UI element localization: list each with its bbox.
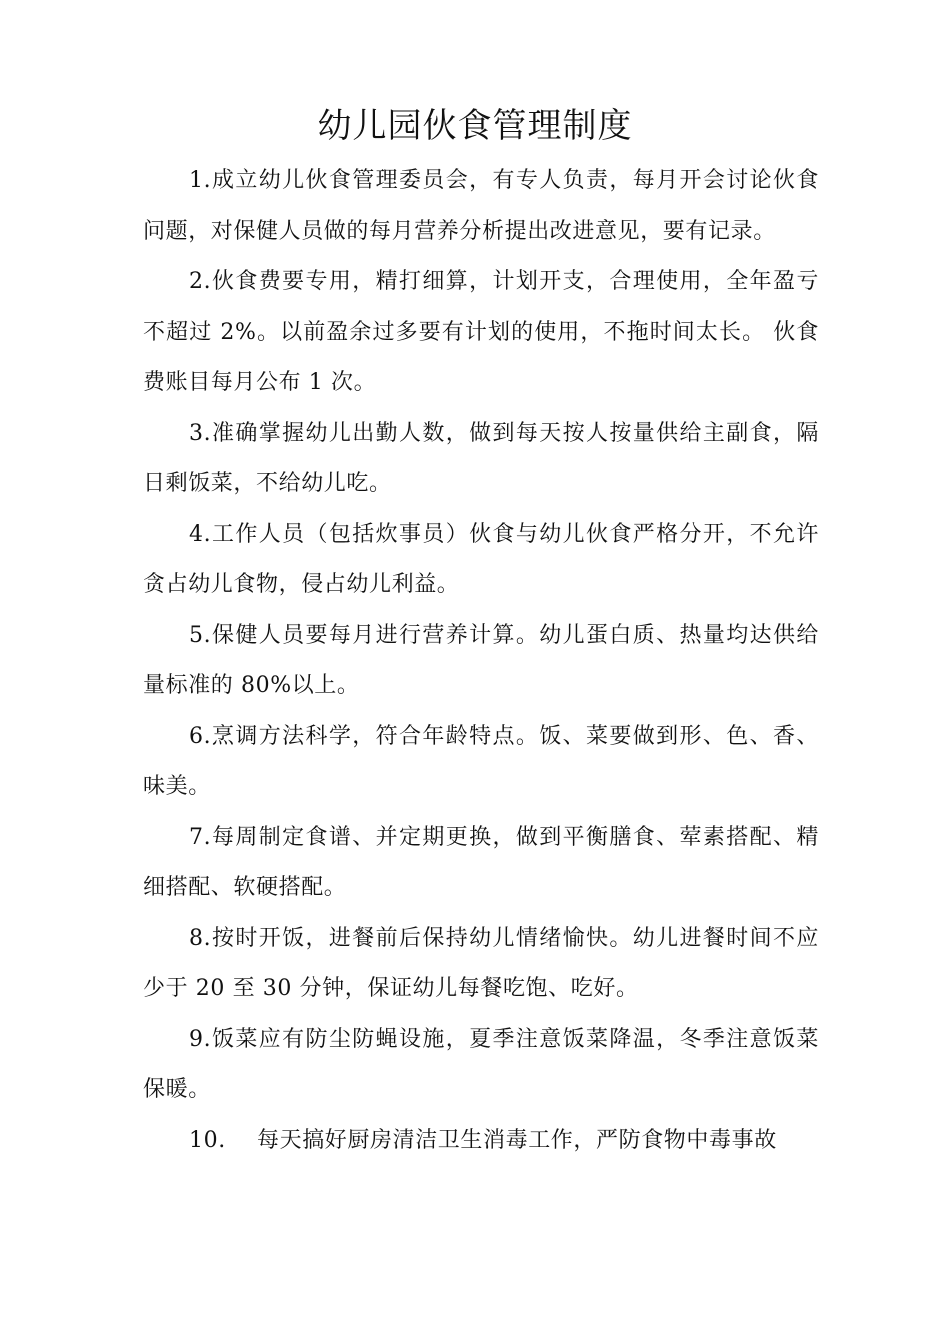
rule-number: 6. bbox=[189, 723, 212, 749]
rule-text: 饭菜应有防尘防蝇设施，夏季注意饭菜降温，冬季注意饭菜保暖。 bbox=[143, 1026, 819, 1102]
rule-text: 工作人员（包括炊事员）伙食与幼儿伙食严格分开，不允许贪占幼儿食物，侵占幼儿利益。 bbox=[143, 521, 819, 597]
rule-number: 9. bbox=[189, 1026, 212, 1052]
rule-number: 3. bbox=[189, 420, 212, 446]
rule-number: 4. bbox=[189, 521, 212, 547]
rule-text: 烹调方法科学，符合年龄特点。饭、菜要做到形、色、香、 味美。 bbox=[143, 723, 819, 799]
rule-number: 8. bbox=[189, 925, 212, 951]
rule-text: 成立幼儿伙食管理委员会，有专人负责，每月开会讨论伙食问题，对保健人员做的每月营养分析提出改进意见，要有记录。 bbox=[143, 168, 819, 244]
rule-item-8 bbox=[143, 914, 819, 1015]
rule-item-3 bbox=[143, 409, 819, 510]
rule-number: 5. bbox=[189, 622, 212, 648]
rule-item-2 bbox=[143, 257, 819, 409]
rule-text: 准确掌握幼儿出勤人数，做到每天按人按量供给主副食，隔日剩饭菜，不给幼儿吃。 bbox=[143, 420, 819, 496]
rule-item-4 bbox=[143, 510, 819, 611]
rule-text: 保健人员要每月进行营养计算。幼儿蛋白质、热量均达供给量标准的 80%以上。 bbox=[143, 622, 819, 698]
rule-item-9 bbox=[143, 1015, 819, 1116]
rule-number: 1. bbox=[189, 168, 212, 193]
rule-item-10 bbox=[143, 1116, 819, 1167]
rule-text: 按时开饭，进餐前后保持幼儿情绪愉快。幼儿进餐时间不应少于 20 至 30 分钟，保证幼儿每餐吃饱、吃好。 bbox=[143, 925, 819, 1001]
rule-number: 7. bbox=[189, 824, 212, 850]
rule-item-5 bbox=[143, 611, 819, 712]
document-title: 幼儿园伙食管理制度 bbox=[317, 106, 633, 146]
rule-text: 每周制定食谱、并定期更换，做到平衡膳食、荤素搭配、精细搭配、软硬搭配。 bbox=[143, 824, 819, 900]
document-body bbox=[143, 156, 819, 1166]
rule-item-1 bbox=[143, 156, 819, 257]
rule-number: 2. bbox=[189, 269, 212, 294]
rule-number: 10. bbox=[189, 1127, 226, 1153]
rule-item-6 bbox=[143, 712, 819, 813]
rule-item-7 bbox=[143, 813, 819, 914]
rule-text: 每天搞好厨房清洁卫生消毒工作，严防食物中毒事故 bbox=[257, 1127, 777, 1153]
rule-text: 伙食费要专用，精打细算，计划开支，合理使用，全年盈亏不超过 2%。以前盈余过多要有计划的使用，不拖时间太长。 伙食费账目每月公布 1 次。 bbox=[143, 269, 819, 395]
